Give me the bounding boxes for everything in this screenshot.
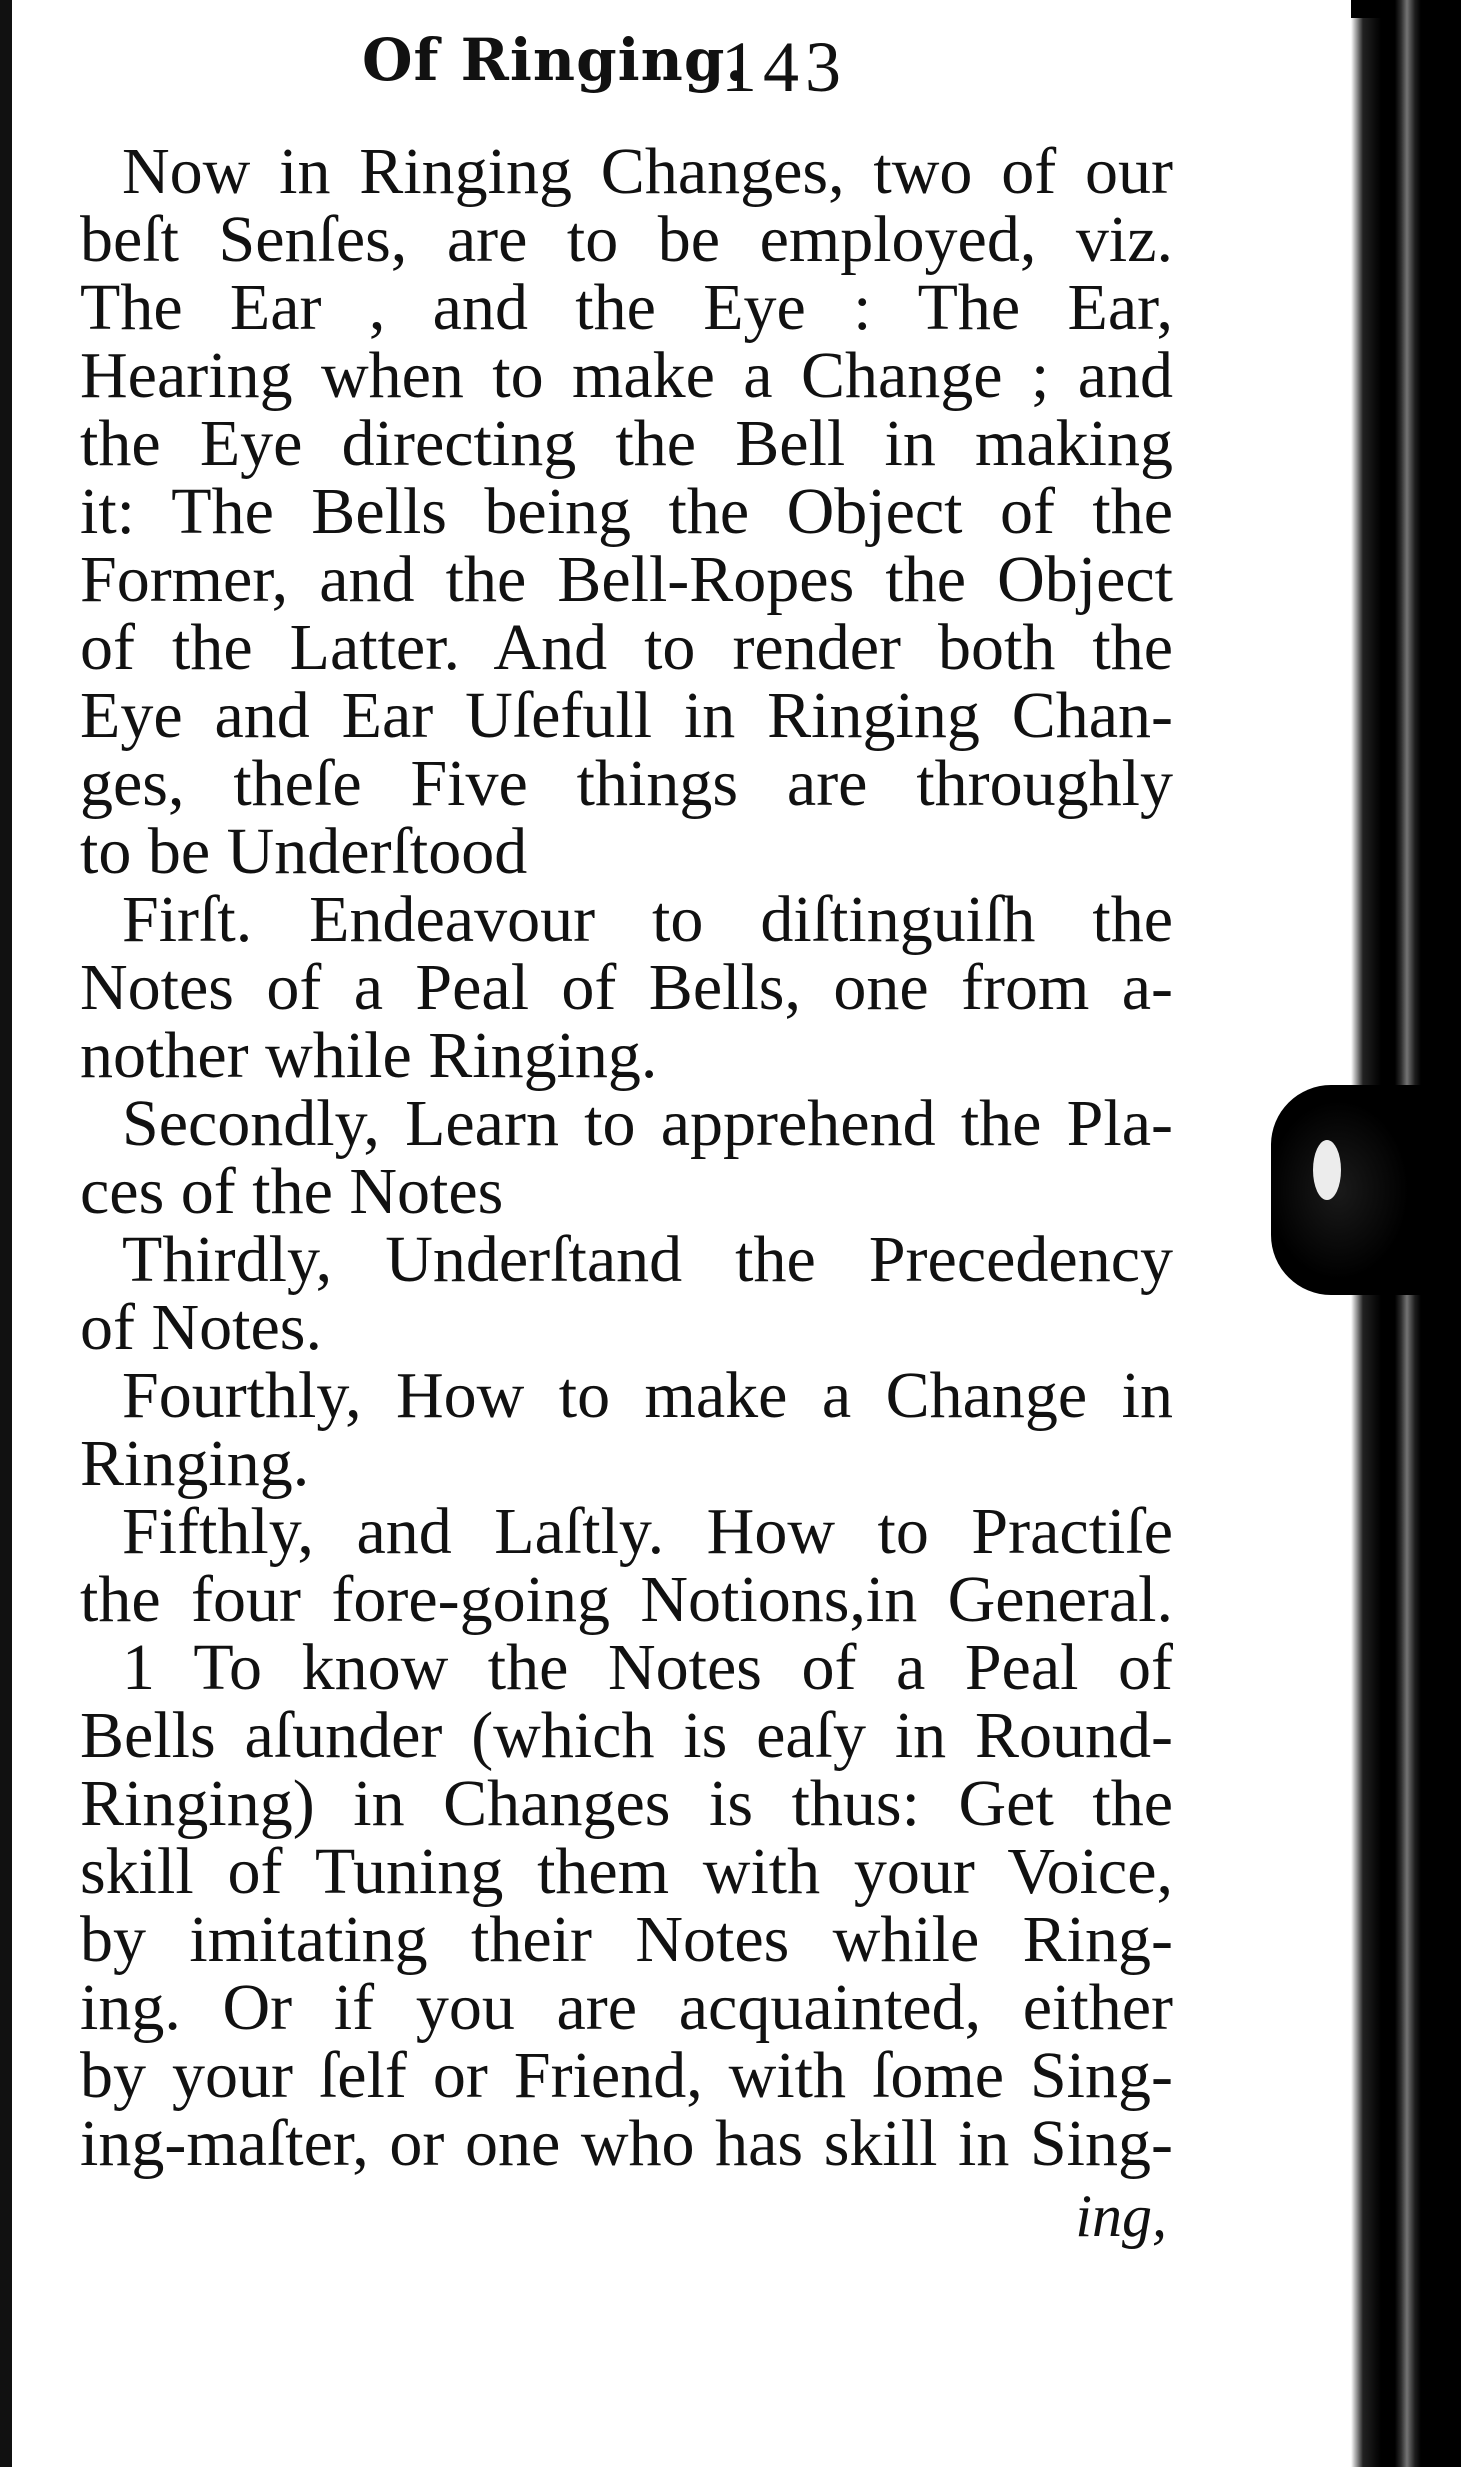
text-line: Notes of a Peal of Bells, one from a- — [80, 951, 1173, 1024]
text-line: Eye and Ear Uſefull in Ringing Chan- — [80, 679, 1173, 752]
text-line: the four fore-going Notions,in General. — [80, 1563, 1173, 1636]
book-left-edge — [0, 0, 12, 2467]
text-line: Ringing. — [80, 1427, 310, 1500]
catchword: ing, — [1075, 2183, 1167, 2249]
text-line: the Eye directing the Bell in making — [80, 407, 1173, 480]
text-line: Bells aſunder (which is eaſy in Round- — [80, 1699, 1173, 1772]
text-line: Ringing) in Changes is thus: Get the — [80, 1767, 1173, 1840]
text-line: of the Latter. And to render both the — [80, 611, 1173, 684]
clasp-shadow — [1271, 1085, 1421, 1295]
text-line: nother while Ringing. — [80, 1019, 658, 1092]
text-line: Secondly, Learn to apprehend the Pla- — [122, 1087, 1173, 1160]
text-line: Now in Ringing Changes, two of our — [122, 135, 1173, 208]
text-line: ges, theſe Five things are throughly — [80, 747, 1173, 820]
text-line: ces of the Notes — [80, 1155, 504, 1228]
text-line: The Ear , and the Eye : The Ear, — [80, 271, 1173, 344]
text-line: by your ſelf or Friend, with ſome Sing- — [80, 2039, 1173, 2112]
body-text — [80, 135, 1173, 2250]
text-line: it: The Bells being the Object of the — [80, 475, 1173, 548]
clasp-highlight — [1313, 1140, 1341, 1200]
text-line: Fifthly, and Laſtly. How to Practiſe — [122, 1495, 1173, 1568]
text-line: 1 To know the Notes of a Peal of — [122, 1631, 1173, 1704]
text-line: ing. Or if you are acquainted, either — [80, 1971, 1173, 2044]
text-line: Fourthly, How to make a Change in — [122, 1359, 1173, 1432]
page-number: 143 — [721, 27, 847, 107]
book-page — [70, 20, 1190, 2250]
text-line: by imitating their Notes while Ring- — [80, 1903, 1173, 1976]
page-header — [70, 20, 1190, 120]
text-line: Firſt. Endeavour to diſtinguiſh the — [122, 883, 1173, 956]
text-line: of Notes. — [80, 1291, 322, 1364]
book-top-corner — [1351, 0, 1391, 18]
text-line: Hearing when to make a Change ; and — [80, 339, 1173, 412]
text-line: Thirdly, Underſtand the Precedency — [122, 1223, 1173, 1296]
text-line: ing-maſter, or one who has skill in Sing- — [80, 2107, 1173, 2180]
running-head: Of Ringing. — [362, 26, 747, 94]
text-line: beſt Senſes, are to be employed, viz. — [80, 203, 1173, 276]
text-line: skill of Tuning them with your Voice, — [80, 1835, 1173, 1908]
text-line: Former, and the Bell-Ropes the Object — [80, 543, 1173, 616]
text-line: to be Underſtood — [80, 815, 528, 888]
